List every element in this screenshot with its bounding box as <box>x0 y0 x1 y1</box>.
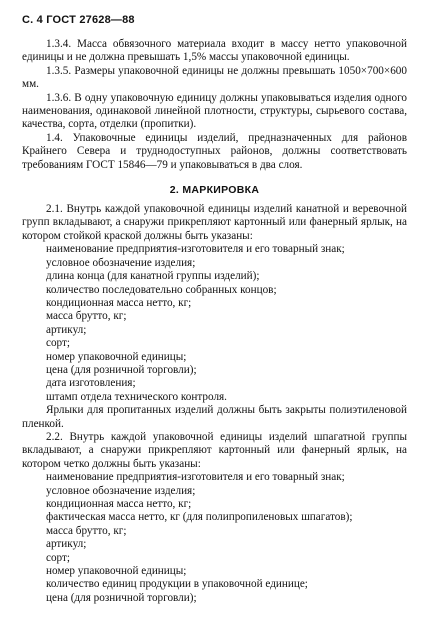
paragraph-1-3-5: 1.3.5. Размеры упаковочной единицы не должны превышать 1050×700×600 мм. <box>22 64 407 91</box>
list-item: длина конца (для канатной группы изделий); <box>46 270 260 283</box>
list-item: количество единиц продукции в упаковочной единице; <box>46 578 308 591</box>
list-item: сорт; <box>46 337 71 350</box>
list-item: количество последовательно собранных концов; <box>46 283 277 296</box>
list-item: условное обозначение изделия; <box>46 484 196 497</box>
paragraph-1-4: 1.4. Упаковочные единицы изделий, предназначенных для районов Крайнего Севера и труднодоступных районов, должны соответствовать требованиям ГОСТ 15846—79 и упаковываться в два слоя. <box>22 131 407 171</box>
list-item: артикул; <box>46 323 87 336</box>
list-item: фактическая масса нетто, кг (для полипропиленовых шпагатов); <box>46 511 353 524</box>
list-item: номер упаковочной единицы; <box>46 350 187 363</box>
list-item: артикул; <box>46 538 87 551</box>
list-item: наименование предприятия-изготовителя и его товарный знак; <box>46 243 345 256</box>
list-item: масса брутто, кг; <box>46 524 127 537</box>
paragraph-2-2: 2.2. Внутрь каждой упаковочной единицы изделий шпагатной группы вкладывают, а снаружи прикрепляют картонный или фанерный ярлык, на котором четко должны быть указаны: <box>22 430 407 470</box>
list-item: кондиционная масса нетто, кг; <box>46 498 192 510</box>
paragraph-2-1: 2.1. Внутрь каждой упаковочной единицы изделий канатной и веревочной групп вкладывают, а снаружи прикрепляют картонный или фанерный ярлык, на котором стойкой краской должны быть указаны: <box>22 203 407 242</box>
paragraph-1-3-4: 1.3.4. Масса обвязочного материала входит в массу нетто упаковочной единицы и не должна превышать 1,5% массы упаковочной единицы. <box>22 38 407 64</box>
list-item: штамп отдела технического контроля. <box>46 390 227 403</box>
list-item: дата изготовления; <box>46 377 136 390</box>
paragraph-labels: Ярлыки для пропитанных изделий должны быть закрыты полиэтиленовой пленкой. <box>22 404 407 430</box>
list-item: цена (для розничной торговли); <box>46 363 197 376</box>
list-item: наименование предприятия-изготовителя и его товарный знак; <box>46 471 345 484</box>
list-item: кондиционная масса нетто, кг; <box>46 296 192 309</box>
list-item: цена (для розничной торговли); <box>46 591 197 604</box>
paragraph-1-3-6: 1.3.6. В одну упаковочную единицу должны упаковываться изделия одного наименования, одинаковой линейной плотности, структуры, сырьевого состава, качества, сорта, отделки (пропитки). <box>22 91 407 131</box>
page-header: С. 4 ГОСТ 27628—88 <box>22 14 135 26</box>
list-item: условное обозначение изделия; <box>46 256 196 269</box>
list-item: номер упаковочной единицы; <box>46 565 187 578</box>
section-title: 2. МАРКИРОВКА <box>169 184 260 197</box>
list-item: сорт; <box>46 551 71 564</box>
list-item: масса брутто, кг; <box>46 310 127 323</box>
